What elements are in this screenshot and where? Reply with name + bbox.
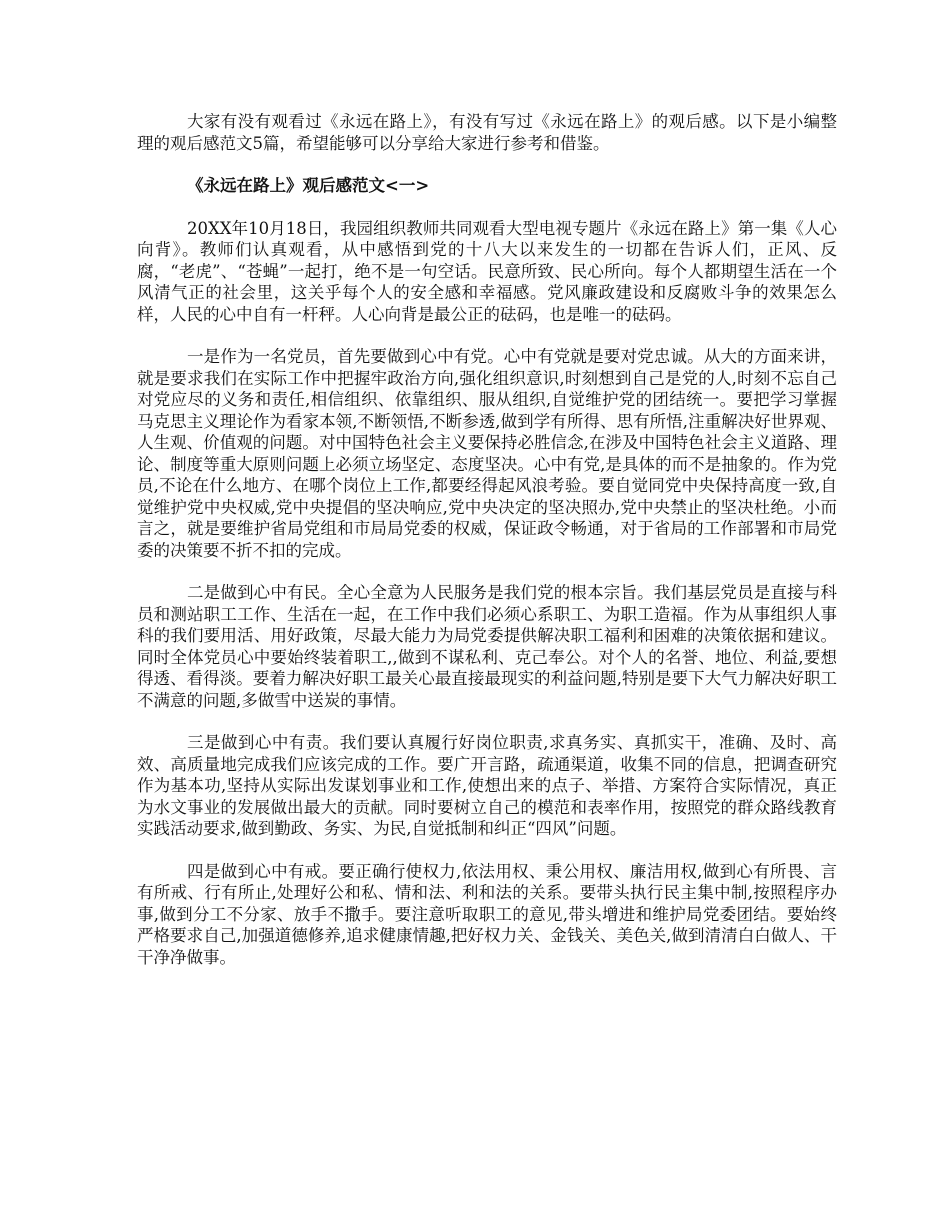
intro-paragraph: 大家有没有观看过《永远在路上》，有没有写过《永远在路上》的观后感。以下是小编整理的观后感范文5篇，希望能够可以分享给大家进行参考和借鉴。 [137, 112, 837, 153]
document-body [137, 111, 837, 989]
section-heading: 《永远在路上》观后感范文<一> [187, 176, 430, 195]
body-paragraph-5: 四是做到心中有戒。要正确行使权力,依法用权、秉公用权、廉洁用权,做到心有所畏、言有所戒、行有所止,处理好公和私、情和法、利和法的关系。要带头执行民主集中制,按照程序办事,做到分工不分家、放手不撒手。要注意听取职工的意见,带头增进和维护局党委团结。要始终严格要求自己,加强道德修养,追求健康情趣,把好权力关、金钱关、美色关,做到清清白白做人、干干净净做事。 [137, 861, 837, 967]
body-paragraph-1: 20XX年10月18日，我园组织教师共同观看大型电视专题片《永远在路上》第一集《人心向背》。教师们认真观看，从中感悟到党的十八大以来发生的一切都在告诉人们，正风、反腐，“老虎”、“苍蝇”一起打，绝不是一句空话。民意所致、民心所向。每个人都期望生活在一个风清气正的社会里，这关乎每个人的安全感和幸福感。党风廉政建设和反腐败斗争的效果怎么样，人民的心中自有一杆秤。人心向背是最公正的砝码，也是唯一的砝码。 [137, 218, 837, 324]
body-paragraph-2: 一是作为一名党员，首先要做到心中有党。心中有党就是要对党忠诚。从大的方面来讲，就是要求我们在实际工作中把握牢政治方向,强化组织意识,时刻想到自己是党的人,时刻不忘自己对党应尽的义务和责任,相信组织、依靠组织、服从组织,自觉维护党的团结统一。要把学习掌握马克思主义理论作为看家本领,不断领悟,不断参透,做到学有所得、思有所悟,注重解决好世界观、人生观、价值观的问题。对中国特色社会主义要保持必胜信念,在涉及中国特色社会主义道路、理论、制度等重大原则问题上必须立场坚定、态度坚决。心中有党,是具体的而不是抽象的。作为党员,不论在什么地方、在哪个岗位上工作,都要经得起风浪考验。要自觉同党中央保持高度一致,自觉维护党中央权威,党中央提倡的坚决响应,党中央决定的坚决照办,党中央禁止的坚决杜绝。小而言之，就是要维护省局党组和市局局党委的权威，保证政令畅通，对于省局的工作部署和市局党委的决策要不折不扣的完成。 [137, 347, 837, 560]
body-paragraph-4: 三是做到心中有责。我们要认真履行好岗位职责,求真务实、真抓实干，准确、及时、高效、高质量地完成我们应该完成的工作。要广开言路，疏通渠道，收集不同的信息，把调查研究作为基本功,坚持从实际出发谋划事业和工作,使想出来的点子、举措、方案符合实际情况，真正为水文事业的发展做出最大的贡献。同时要树立自己的模范和表率作用，按照党的群众路线教育实践活动要求,做到勤政、务实、为民,自觉抵制和纠正“四风”问题。 [137, 733, 837, 838]
body-paragraph-3: 二是做到心中有民。全心全意为人民服务是我们党的根本宗旨。我们基层党员是直接与科员和测站职工工作、生活在一起，在工作中我们必须心系职工、为职工造福。作为从事组织人事科的我们要用活、用好政策，尽最大能力为局党委提供解决职工福利和困难的决策依据和建议。同时全体党员心中要始终装着职工,,做到不谋私利、克己奉公。对个人的名誉、地位、利益,要想得透、看得淡。要着力解决好职工最关心最直接最现实的利益问题,特别是要下大气力解决好职工不满意的问题,多做雪中送炭的事情。 [137, 583, 837, 710]
